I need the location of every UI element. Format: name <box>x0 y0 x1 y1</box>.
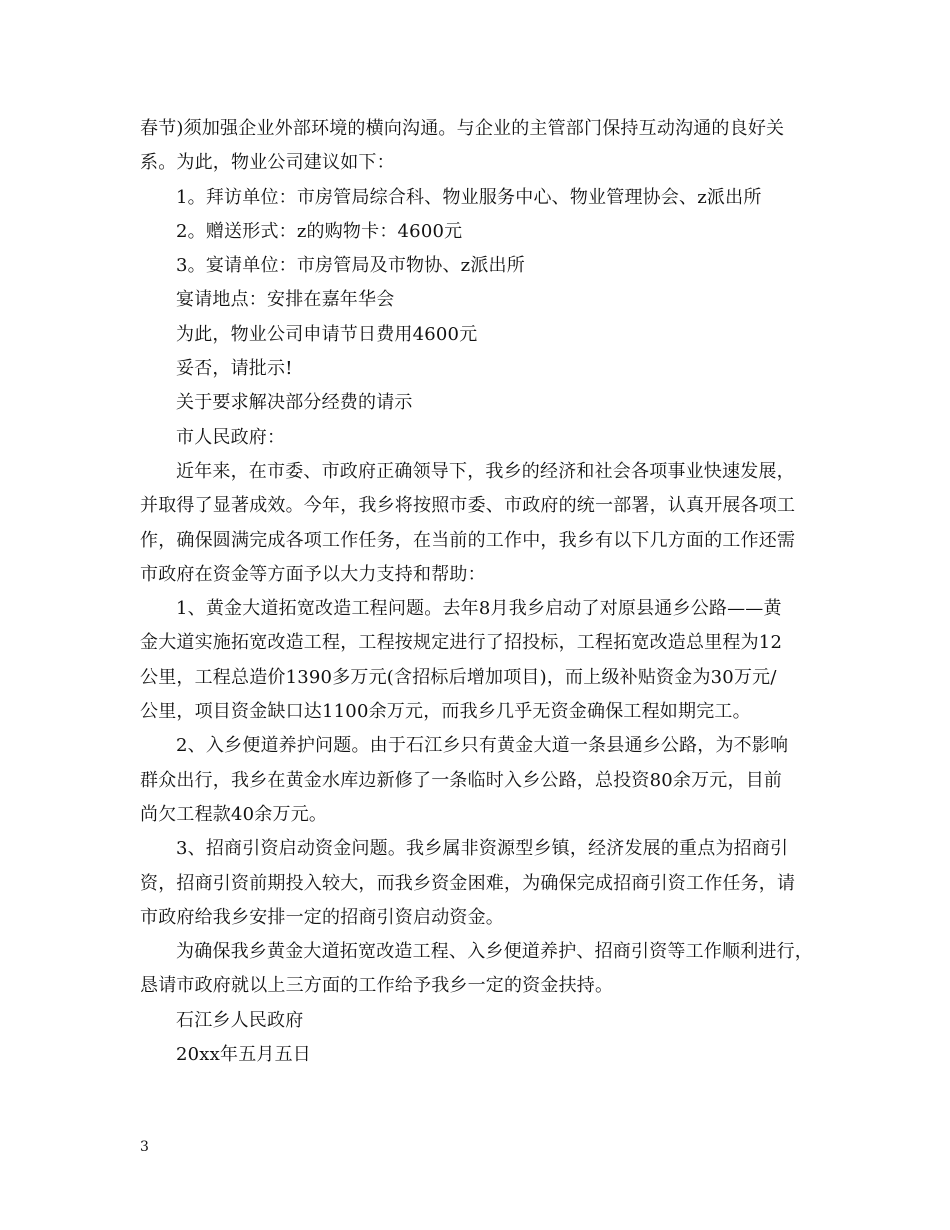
text-line: 1。拜访单位：市房管局综合科、物业服务中心、物业管理协会、z派出所 <box>176 186 762 208</box>
text-line: 并取得了显著成效。今年，我乡将按照市委、市政府的统一部署，认真开展各项工 <box>140 495 796 517</box>
text-line: 近年来，在市委、市政府正确领导下，我乡的经济和社会各项事业快速发展， <box>176 460 795 482</box>
text-line: 恳请市政府就以上三方面的工作给予我乡一定的资金扶持。 <box>140 975 614 997</box>
signature-date: 20xx年五月五日 <box>176 1044 312 1066</box>
text-line: 群众出行，我乡在黄金水库边新修了一条临时入乡公路，总投资80余万元，目前 <box>140 769 783 791</box>
document-body <box>140 112 820 1072</box>
text-line: 3、招商引资启动资金问题。我乡属非资源型乡镇，经济发展的重点为招商引 <box>176 838 789 860</box>
text-line: 1、黄金大道拓宽改造工程问题。去年8月我乡启动了对原县通乡公路——黄 <box>176 598 782 620</box>
text-line: 为此，物业公司申请节日费用4600元 <box>176 323 478 345</box>
text-line: 春节)须加强企业外部环境的横向沟通。与企业的主管部门保持互动沟通的良好关 <box>140 118 785 139</box>
text-line: 资，招商引资前期投入较大，而我乡资金困难，为确保完成招商引资工作任务，请 <box>140 872 796 894</box>
text-line: 作，确保圆满完成各项工作任务，在当前的工作中，我乡有以下几方面的工作还需 <box>140 529 796 551</box>
text-line: 市政府在资金等方面予以大力支持和帮助： <box>140 563 486 585</box>
text-line: 市政府给我乡安排一定的招商引资启动资金。 <box>140 906 504 928</box>
text-line: 宴请地点：安排在嘉年华会 <box>176 289 395 311</box>
text-line: 尚欠工程款40余万元。 <box>140 803 328 825</box>
signature-organization: 石江乡人民政府 <box>176 1009 304 1031</box>
text-line: 3。宴请单位：市房管局及市物协、z派出所 <box>176 255 525 277</box>
document-title: 关于要求解决部分经费的请示 <box>176 392 413 414</box>
text-line: 公里，项目资金缺口达1100余万元，而我乡几乎无资金确保工程如期完工。 <box>140 701 751 723</box>
text-line: 系。为此，物业公司建议如下： <box>140 152 395 174</box>
text-line: 2、入乡便道养护问题。由于石江乡只有黄金大道一条县通乡公路，为不影响 <box>176 735 789 757</box>
text-line: 公里，工程总造价1390多万元(含招标后增加项目)，而上级补贴资金为30万元/ <box>140 666 777 688</box>
text-line: 金大道实施拓宽改造工程，工程按规定进行了招投标，工程拓宽改造总里程为12 <box>140 632 783 654</box>
text-line: 为确保我乡黄金大道拓宽改造工程、入乡便道养护、招商引资等工作顺利进行， <box>176 941 813 963</box>
text-line: 2。赠送形式：z的购物卡：4600元 <box>176 220 463 242</box>
page-number: 3 <box>140 1139 149 1155</box>
addressee: 市人民政府： <box>176 426 286 448</box>
text-line: 妥否，请批示! <box>176 358 293 380</box>
